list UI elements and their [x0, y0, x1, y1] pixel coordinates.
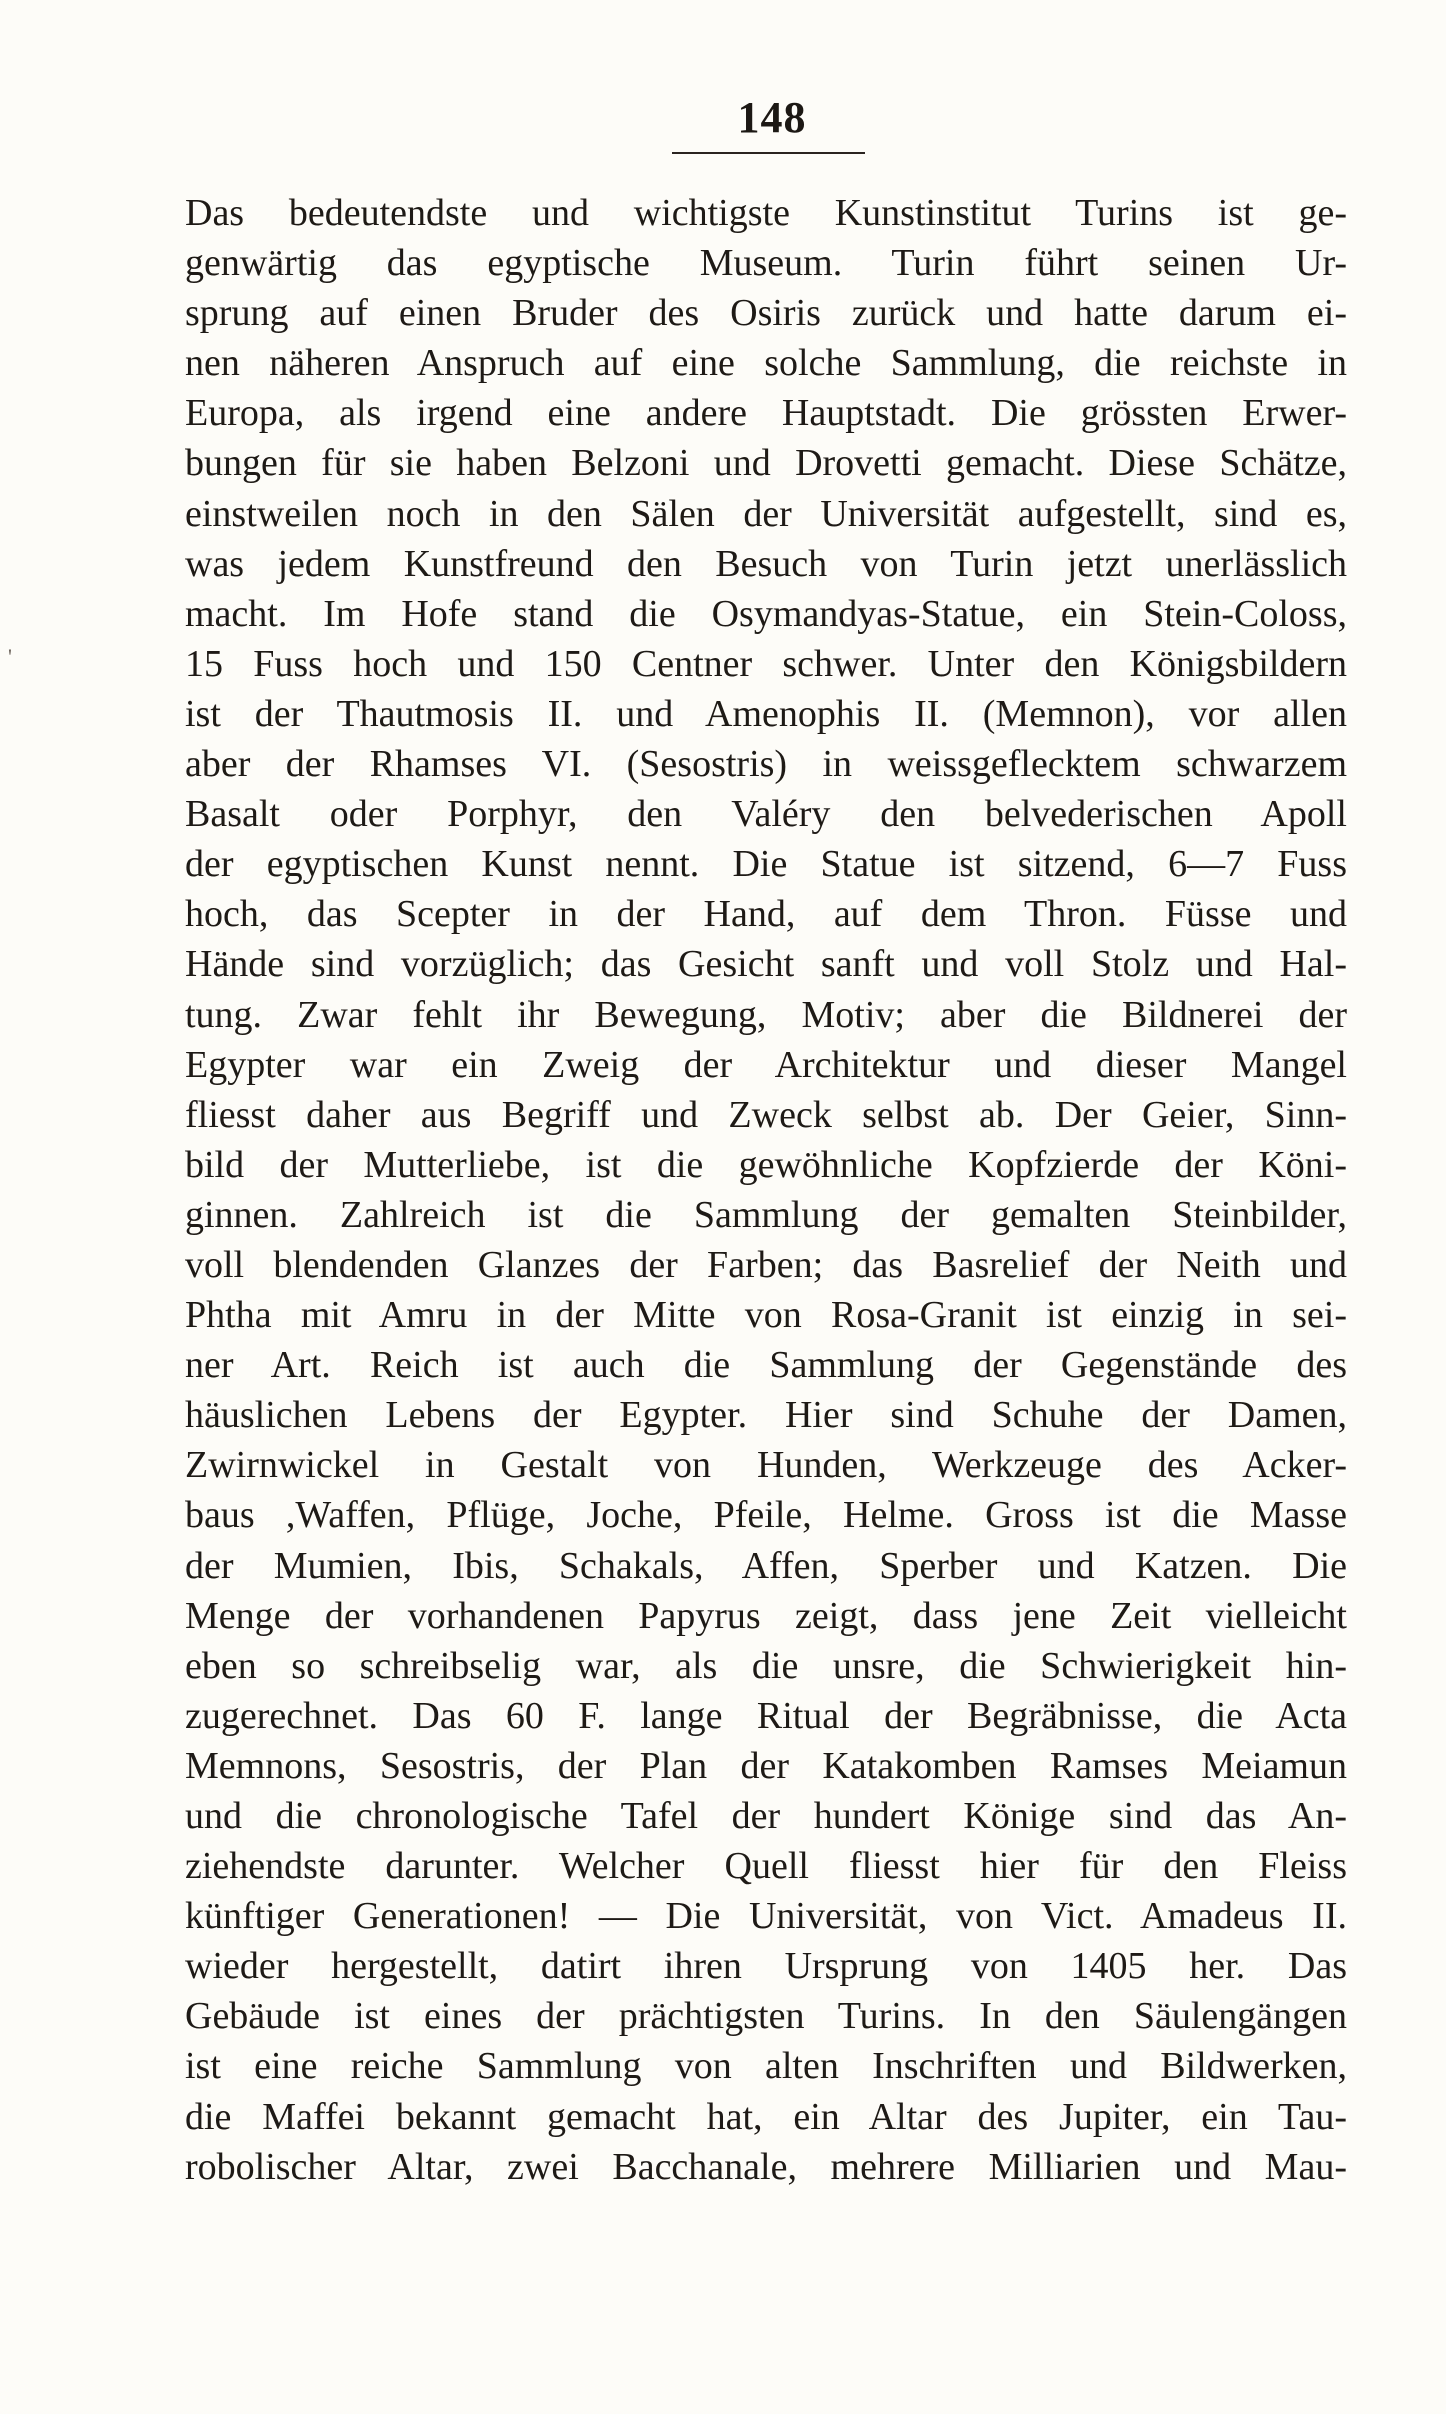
- text-line: 15 Fuss hoch und 150 Centner schwer. Unter den Königsbildern: [185, 642, 1347, 685]
- text-line: Zwirnwickel in Gestalt von Hunden, Werkzeuge des Acker-: [185, 1444, 1347, 1487]
- text-line: hoch, das Scepter in der Hand, auf dem Thron. Füsse und: [185, 893, 1347, 936]
- text-line: eben so schreibselig war, als die unsre, die Schwierigkeit hin-: [185, 1644, 1347, 1687]
- text-line: zugerechnet. Das 60 F. lange Ritual der Begräbnisse, die Acta: [185, 1694, 1347, 1737]
- text-line: Gebäude ist eines der prächtigsten Turins. In den Säulengängen: [185, 1995, 1347, 2038]
- text-line: wieder hergestellt, datirt ihren Ursprung von 1405 her. Das: [185, 1945, 1347, 1988]
- text-line: bungen für sie haben Belzoni und Drovetti gemacht. Diese Schätze,: [185, 442, 1347, 485]
- text-line: künftiger Generationen! — Die Universität, von Vict. Amadeus II.: [185, 1895, 1347, 1938]
- text-line: genwärtig das egyptische Museum. Turin führt seinen Ur-: [185, 242, 1347, 285]
- text-line: Memnons, Sesostris, der Plan der Katakomben Ramses Meiamun: [185, 1744, 1347, 1787]
- text-line: Das bedeutendste und wichtigste Kunstinstitut Turins ist ge-: [185, 192, 1347, 234]
- text-line: die Maffei bekannt gemacht hat, ein Altar des Jupiter, ein Tau-: [185, 2095, 1347, 2138]
- page-number-rule: [672, 152, 865, 154]
- text-line: ner Art. Reich ist auch die Sammlung der Gegenstände des: [185, 1344, 1347, 1387]
- text-line: und die chronologische Tafel der hundert Könige sind das An-: [185, 1795, 1347, 1837]
- text-line: ginnen. Zahlreich ist die Sammlung der gemalten Steinbilder,: [185, 1193, 1347, 1236]
- text-line: ziehendste darunter. Welcher Quell fliesst hier für den Fleiss: [185, 1845, 1347, 1888]
- text-line: der egyptischen Kunst nennt. Die Statue ist sitzend, 6—7 Fuss: [185, 843, 1347, 886]
- text-line: bild der Mutterliebe, ist die gewöhnliche Kopfzierde der Köni-: [185, 1143, 1347, 1186]
- body-text: [185, 188, 1347, 2192]
- text-line: aber der Rhamses VI. (Sesostris) in weissgeflecktem schwarzem: [185, 743, 1347, 786]
- page-number: 148: [737, 93, 807, 142]
- text-line: Menge der vorhandenen Papyrus zeigt, dass jene Zeit vielleicht: [185, 1594, 1347, 1637]
- text-line: der Mumien, Ibis, Schakals, Affen, Sperber und Katzen. Die: [185, 1544, 1347, 1587]
- text-line: baus ,Waffen, Pflüge, Joche, Pfeile, Helme. Gross ist die Masse: [185, 1494, 1347, 1537]
- text-line: nen näheren Anspruch auf eine solche Sammlung, die reichste in: [185, 342, 1347, 385]
- text-line: sprung auf einen Bruder des Osiris zurück und hatte darum ei-: [185, 292, 1347, 335]
- text-line: Europa, als irgend eine andere Hauptstadt. Die grössten Erwer-: [185, 392, 1347, 435]
- text-line: ist der Thautmosis II. und Amenophis II. (Memnon), vor allen: [185, 692, 1347, 735]
- text-line: Egypter war ein Zweig der Architektur und dieser Mangel: [185, 1043, 1347, 1086]
- text-line: macht. Im Hofe stand die Osymandyas-Statue, ein Stein-Coloss,: [185, 592, 1347, 635]
- text-line: häuslichen Lebens der Egypter. Hier sind Schuhe der Damen,: [185, 1394, 1347, 1437]
- text-line: ist eine reiche Sammlung von alten Inschriften und Bildwerken,: [185, 2045, 1347, 2088]
- text-line: Hände sind vorzüglich; das Gesicht sanft und voll Stolz und Hal-: [185, 943, 1347, 986]
- text-line: fliesst daher aus Begriff und Zweck selbst ab. Der Geier, Sinn-: [185, 1093, 1347, 1136]
- text-line: tung. Zwar fehlt ihr Bewegung, Motiv; aber die Bildnerei der: [185, 993, 1347, 1036]
- margin-mark: ': [8, 644, 12, 669]
- text-line: voll blendenden Glanzes der Farben; das Basrelief der Neith und: [185, 1243, 1347, 1286]
- text-line: Basalt oder Porphyr, den Valéry den belvederischen Apoll: [185, 793, 1347, 836]
- text-line: einstweilen noch in den Sälen der Universität aufgestellt, sind es,: [185, 492, 1347, 535]
- text-line: robolischer Altar, zwei Bacchanale, mehrere Milliarien und Mau-: [185, 2145, 1347, 2188]
- text-line: was jedem Kunstfreund den Besuch von Turin jetzt unerlässlich: [185, 542, 1347, 585]
- text-line: Phtha mit Amru in der Mitte von Rosa-Granit ist einzig in sei-: [185, 1294, 1347, 1337]
